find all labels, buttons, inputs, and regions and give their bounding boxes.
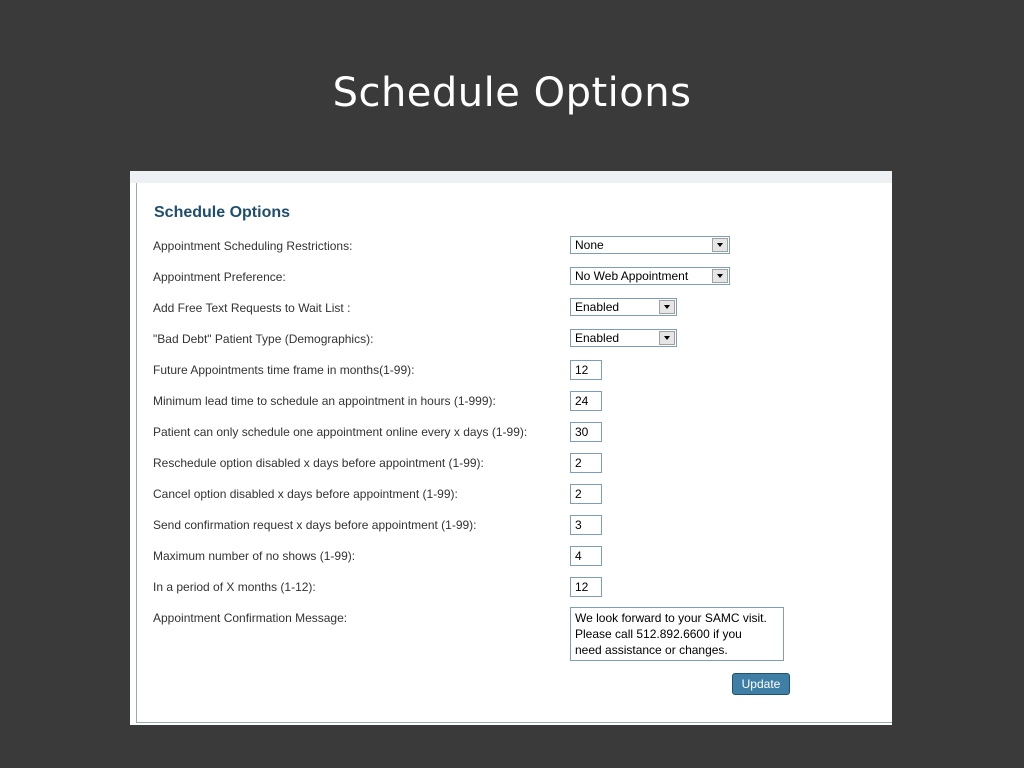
label-maximum-no-shows: Maximum number of no shows (1-99): bbox=[153, 549, 356, 563]
confirmation-message-line: need assistance or changes. bbox=[575, 643, 728, 657]
label-scheduling-restrictions: Appointment Scheduling Restrictions: bbox=[153, 239, 353, 253]
future-appointments-input[interactable]: 12 bbox=[570, 360, 602, 380]
label-reschedule-disabled: Reschedule option disabled x days before appointment (1-99): bbox=[153, 456, 484, 470]
cancel-disabled-input[interactable]: 2 bbox=[570, 484, 602, 504]
slide-title: Schedule Options bbox=[332, 70, 692, 116]
form-title: Schedule Options bbox=[154, 204, 291, 221]
scheduling-restrictions-select[interactable] bbox=[570, 236, 730, 254]
panel-top-bar bbox=[130, 171, 892, 183]
label-appointment-preference: Appointment Preference: bbox=[153, 270, 286, 284]
confirmation-message-line: We look forward to your SAMC visit. bbox=[575, 611, 767, 625]
appointment-preference-select[interactable] bbox=[570, 267, 730, 285]
bad-debt-patient-type-select[interactable] bbox=[570, 329, 677, 347]
free-text-wait-list-value: Enabled bbox=[575, 300, 620, 314]
label-minimum-lead-time: Minimum lead time to schedule an appointment in hours (1-999): bbox=[153, 394, 496, 408]
label-send-confirmation: Send confirmation request x days before appointment (1-99): bbox=[153, 518, 477, 532]
label-bad-debt-patient-type: "Bad Debt" Patient Type (Demographics): bbox=[153, 332, 374, 346]
confirmation-message-textarea[interactable] bbox=[570, 607, 784, 661]
reschedule-disabled-input[interactable]: 2 bbox=[570, 453, 602, 473]
bad-debt-patient-type-value: Enabled bbox=[575, 331, 620, 345]
appointment-preference-value: No Web Appointment bbox=[575, 269, 689, 283]
chevron-down-icon[interactable] bbox=[712, 269, 728, 283]
chevron-down-icon[interactable] bbox=[712, 238, 728, 252]
confirmation-message-line: Please call 512.892.6600 if you bbox=[575, 627, 742, 641]
chevron-down-icon[interactable] bbox=[659, 300, 675, 314]
schedule-options-panel bbox=[130, 171, 892, 725]
free-text-wait-list-select[interactable] bbox=[570, 298, 677, 316]
label-period-months: In a period of X months (1-12): bbox=[153, 580, 316, 594]
label-one-appointment-every-x-days: Patient can only schedule one appointment online every x days (1-99): bbox=[153, 425, 528, 439]
label-future-appointments: Future Appointments time frame in months(1-99): bbox=[153, 363, 415, 377]
scheduling-restrictions-value: None bbox=[575, 238, 604, 252]
chevron-down-icon[interactable] bbox=[659, 331, 675, 345]
one-appointment-every-x-days-input[interactable]: 30 bbox=[570, 422, 602, 442]
send-confirmation-input[interactable]: 3 bbox=[570, 515, 602, 535]
label-free-text-wait-list: Add Free Text Requests to Wait List : bbox=[153, 301, 351, 315]
maximum-no-shows-input[interactable]: 4 bbox=[570, 546, 602, 566]
update-button[interactable]: Update bbox=[732, 673, 790, 695]
minimum-lead-time-input[interactable]: 24 bbox=[570, 391, 602, 411]
label-confirmation-message: Appointment Confirmation Message: bbox=[153, 611, 348, 625]
label-cancel-disabled: Cancel option disabled x days before appointment (1-99): bbox=[153, 487, 458, 501]
period-months-input[interactable]: 12 bbox=[570, 577, 602, 597]
